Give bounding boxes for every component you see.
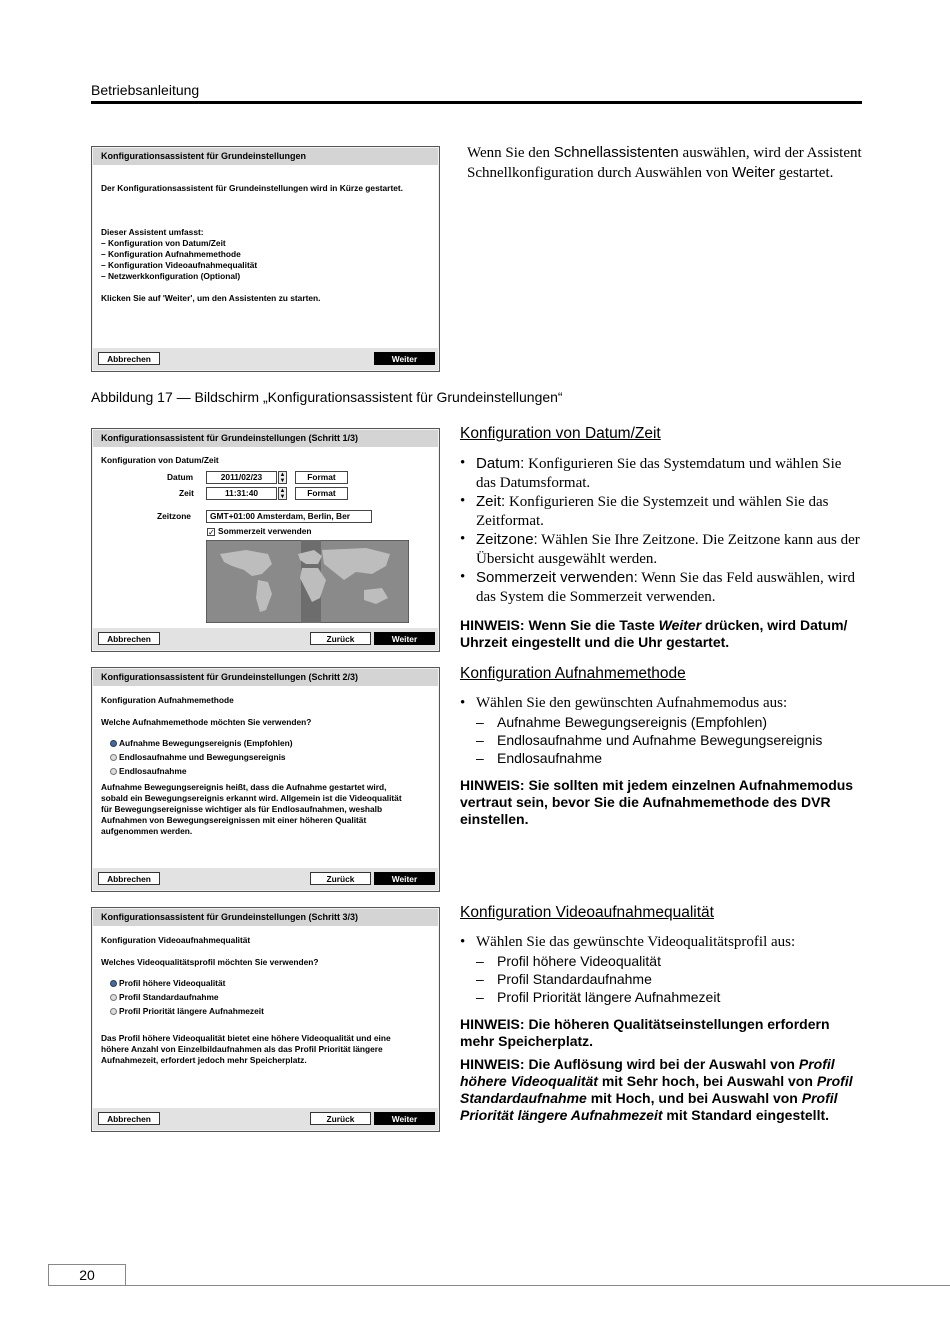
dialog-desc-line: aufgenommen werden. xyxy=(101,826,193,836)
bullet-term: Datum: xyxy=(476,455,525,472)
option-label: Profil Priorität längere Aufnahmezeit xyxy=(119,1006,264,1016)
radio-continuous-motion[interactable] xyxy=(110,754,117,761)
dst-checkbox[interactable]: ✓ xyxy=(208,528,215,537)
option-label: Profil höhere Videoqualität xyxy=(119,978,226,988)
date-format-button[interactable]: Format xyxy=(295,471,348,484)
note-datetime xyxy=(460,617,865,651)
dash-text: Profil Priorität längere Aufnahmezeit xyxy=(497,989,721,1005)
next-button[interactable]: Weiter xyxy=(374,872,435,885)
footer-rule xyxy=(48,1285,950,1286)
bullet-text: Konfigurieren Sie die Systemzeit und wählen Sie das Zeitformat. xyxy=(476,494,829,529)
dst-label: Sommerzeit verwenden xyxy=(218,526,312,536)
bullet-text: Wählen Sie das gewünschte Videoqualitätsprofil aus: xyxy=(476,934,796,950)
dialog-title: Konfigurationsassistent für Grundeinstellungen (Schritt 1/3) xyxy=(93,430,438,447)
dash-item: – Endlosaufnahme xyxy=(476,750,603,766)
date-spinner[interactable]: ▲ ▼ xyxy=(279,472,286,484)
note-text: HINWEIS: Die Auflösung wird bei der Auswahl von xyxy=(460,1056,799,1072)
dash-item: – Endlosaufnahme und Aufnahme Bewegungsereignis xyxy=(476,732,823,748)
include-item: – Konfiguration von Datum/Zeit xyxy=(101,238,226,248)
includes-heading: Dieser Assistent umfasst: xyxy=(101,227,204,237)
include-item: – Netzwerkkonfiguration (Optional) xyxy=(101,271,241,281)
bullet-item: • Zeit: Konfigurieren Sie die Systemzeit und wählen Sie das Zeitformat. xyxy=(460,493,829,529)
dialog-instruction: Klicken Sie auf 'Weiter', um den Assistenten zu starten. xyxy=(101,293,321,303)
wizard-dialog-step1 xyxy=(91,428,440,652)
next-button[interactable]: Weiter xyxy=(374,352,435,365)
bullet-text: Konfigurieren Sie das Systemdatum und wählen Sie das Datumsformat. xyxy=(476,456,842,491)
bullet-item: • Sommerzeit verwenden: Wenn Sie das Feld auswählen, wird das System die Sommerzeit verwenden. xyxy=(460,569,855,605)
cancel-button[interactable]: Abbrechen xyxy=(98,352,160,365)
world-map[interactable] xyxy=(206,540,409,623)
page-number: 20 xyxy=(48,1264,126,1286)
time-format-button[interactable]: Format xyxy=(295,487,348,500)
note-text: drücken, wird Datum/ Uhrzeit eingestellt und die Uhr gestartet. xyxy=(460,617,848,650)
note-emphasis: Profil Priorität längere Aufnahmezeit xyxy=(460,1090,838,1123)
wizard-dialog-start xyxy=(91,146,440,372)
note-emphasis: Profil Standardaufnahme xyxy=(460,1073,853,1106)
bullet-text: Wählen Sie den gewünschten Aufnahmemodus aus: xyxy=(476,695,788,711)
intro-text: gestartet. xyxy=(775,165,834,181)
bullet-term: Zeitzone: xyxy=(476,531,538,548)
wizard-dialog-step3 xyxy=(91,907,440,1132)
section-heading-datetime: Konfiguration von Datum/Zeit xyxy=(460,425,661,442)
dash-item: – Profil Standardaufnahme xyxy=(476,971,652,987)
bullet-item: • Wählen Sie den gewünschten Aufnahmemodus aus: xyxy=(460,694,865,713)
dialog-desc-line: Aufnahme Bewegungsereignis heißt, dass die Aufnahme gestartet wird, xyxy=(101,782,387,792)
running-header: Betriebsanleitung xyxy=(91,82,200,98)
note-text: mit Hoch, und bei Auswahl von xyxy=(586,1090,802,1106)
time-spinner[interactable]: ▲ ▼ xyxy=(279,488,286,500)
intro-term: Weiter xyxy=(731,164,776,181)
bullet-term: Zeit: xyxy=(476,493,506,510)
cancel-button[interactable]: Abbrechen xyxy=(98,632,160,645)
dash-text: Endlosaufnahme xyxy=(497,750,603,766)
next-button[interactable]: Weiter xyxy=(374,632,435,645)
dash-item: – Profil höhere Videoqualität xyxy=(476,953,661,969)
include-item: – Konfiguration Videoaufnahmequalität xyxy=(101,260,258,270)
dialog-body xyxy=(93,686,438,868)
figure-caption: Abbildung 17 — Bildschirm „Konfigurationsassistent für Grundeinstellungen“ xyxy=(91,389,563,405)
intro-paragraph xyxy=(467,143,862,183)
bullet-term: Sommerzeit verwenden: xyxy=(476,569,638,586)
note-resolution xyxy=(460,1056,865,1124)
cancel-button[interactable]: Abbrechen xyxy=(98,1112,160,1125)
dash-item: – Aufnahme Bewegungsereignis (Empfohlen) xyxy=(476,714,768,730)
dialog-footer xyxy=(93,1108,438,1130)
option-label: Endlosaufnahme und Bewegungsereignis xyxy=(119,752,286,762)
note-storage: HINWEIS: Die höheren Qualitätseinstellungen erfordern mehr Speicherplatz. xyxy=(460,1016,830,1049)
time-label: Zeit xyxy=(179,488,194,498)
back-button[interactable]: Zurück xyxy=(310,1112,371,1125)
dialog-body xyxy=(93,165,438,348)
dialog-body xyxy=(93,447,438,628)
dialog-desc-line: sobald ein Bewegungsereignis erkannt wird. Allgemein ist die Videoqualität xyxy=(101,793,402,803)
date-label: Datum xyxy=(167,472,194,482)
dialog-desc-line: für Bewegungsereignisse wichtiger als für Endlosaufnahmen, weshalb xyxy=(101,804,383,814)
radio-standard[interactable] xyxy=(110,994,117,1001)
note-emphasis: Profil höhere Videoqualität xyxy=(460,1056,835,1089)
dialog-section-title: Konfiguration von Datum/Zeit xyxy=(101,455,219,465)
timezone-label: Zeitzone xyxy=(157,511,191,521)
next-button[interactable]: Weiter xyxy=(374,1112,435,1125)
bullet-text: Wenn Sie das Feld auswählen, wird das System die Sommerzeit verwenden. xyxy=(476,570,855,605)
dialog-footer xyxy=(93,348,438,370)
dialog-body xyxy=(93,926,438,1108)
cancel-button[interactable]: Abbrechen xyxy=(98,872,160,885)
dash-text: Aufnahme Bewegungsereignis (Empfohlen) xyxy=(497,714,768,730)
include-item: – Konfiguration Aufnahmemethode xyxy=(101,249,241,259)
bullet-item: • Wählen Sie das gewünschte Videoqualitätsprofil aus: xyxy=(460,933,865,952)
back-button[interactable]: Zurück xyxy=(310,632,371,645)
back-button[interactable]: Zurück xyxy=(310,872,371,885)
radio-continuous[interactable] xyxy=(110,768,117,775)
dialog-footer xyxy=(93,868,438,890)
radio-motion[interactable] xyxy=(110,740,117,747)
note-text: HINWEIS: Wenn Sie die Taste xyxy=(460,617,659,633)
wizard-dialog-step2 xyxy=(91,667,440,892)
dash-item: – Profil Priorität längere Aufnahmezeit xyxy=(476,989,721,1005)
time-field[interactable]: 11:31:40 xyxy=(206,487,277,500)
dialog-desc-line: Aufnahmezeit, erfordert jedoch mehr Speicherplatz. xyxy=(101,1055,307,1065)
dialog-section-title: Konfiguration Aufnahmemethode xyxy=(101,695,234,705)
dialog-desc-line: Aufnahmen von Bewegungsereignissen mit einer höheren Qualität xyxy=(101,815,367,825)
note-recording: HINWEIS: Sie sollten mit jedem einzelnen Aufnahmemodus vertraut sein, bevor Sie die Aufnahmemethode des DVR einstellen. xyxy=(460,777,854,827)
option-label: Profil Standardaufnahme xyxy=(119,992,219,1002)
dialog-title: Konfigurationsassistent für Grundeinstellungen xyxy=(93,148,438,165)
option-label: Aufnahme Bewegungsereignis (Empfohlen) xyxy=(119,738,293,748)
bullet-item: • Zeitzone: Wählen Sie Ihre Zeitzone. Die Zeitzone kann aus der Übersicht ausgewählt werden. xyxy=(460,531,860,567)
radio-long-duration[interactable] xyxy=(110,1008,117,1015)
note-emphasis: Weiter xyxy=(658,617,702,633)
date-field[interactable]: 2011/02/23 xyxy=(206,471,277,484)
note-text: mit Standard eingestellt. xyxy=(662,1107,830,1123)
dialog-question: Welches Videoqualitätsprofil möchten Sie verwenden? xyxy=(101,957,319,967)
radio-high-quality[interactable] xyxy=(110,980,117,987)
intro-text: Wenn Sie den xyxy=(467,145,554,161)
option-label: Endlosaufnahme xyxy=(119,766,187,776)
section-heading-recording: Konfiguration Aufnahmemethode xyxy=(460,665,686,682)
dialog-desc-line: Das Profil höhere Videoqualität bietet eine höhere Videoqualität und eine xyxy=(101,1033,391,1043)
timezone-select[interactable]: GMT+01:00 Amsterdam, Berlin, Ber xyxy=(206,510,372,523)
dialog-intro: Der Konfigurationsassistent für Grundeinstellungen wird in Kürze gestartet. xyxy=(101,183,404,193)
dialog-footer xyxy=(93,628,438,650)
section-heading-quality: Konfiguration Videoaufnahmequalität xyxy=(460,904,714,921)
dash-text: Profil höhere Videoqualität xyxy=(497,953,661,969)
note-text: mit Sehr hoch, bei Auswahl von xyxy=(597,1073,817,1089)
dialog-title: Konfigurationsassistent für Grundeinstellungen (Schritt 2/3) xyxy=(93,669,438,686)
dialog-title: Konfigurationsassistent für Grundeinstellungen (Schritt 3/3) xyxy=(93,909,438,926)
dialog-section-title: Konfiguration Videoaufnahmequalität xyxy=(101,935,251,945)
dash-text: Profil Standardaufnahme xyxy=(497,971,652,987)
header-rule xyxy=(91,101,862,104)
bullet-item: • Datum: Konfigurieren Sie das Systemdatum und wählen Sie das Datumsformat. xyxy=(460,455,842,491)
intro-text: auswählen, wird der Assistent Schnellkonfiguration durch Auswählen von xyxy=(467,145,862,181)
dash-text: Endlosaufnahme und Aufnahme Bewegungsereignis xyxy=(497,732,823,748)
dialog-desc-line: höhere Anzahl von Einzelbildaufnahmen als das Profil Priorität längere xyxy=(101,1044,383,1054)
dialog-question: Welche Aufnahmemethode möchten Sie verwenden? xyxy=(101,717,312,727)
bullet-text: Wählen Sie Ihre Zeitzone. Die Zeitzone kann aus der Übersicht ausgewählt werden. xyxy=(476,532,860,567)
intro-term: Schnellassistenten xyxy=(553,144,679,161)
